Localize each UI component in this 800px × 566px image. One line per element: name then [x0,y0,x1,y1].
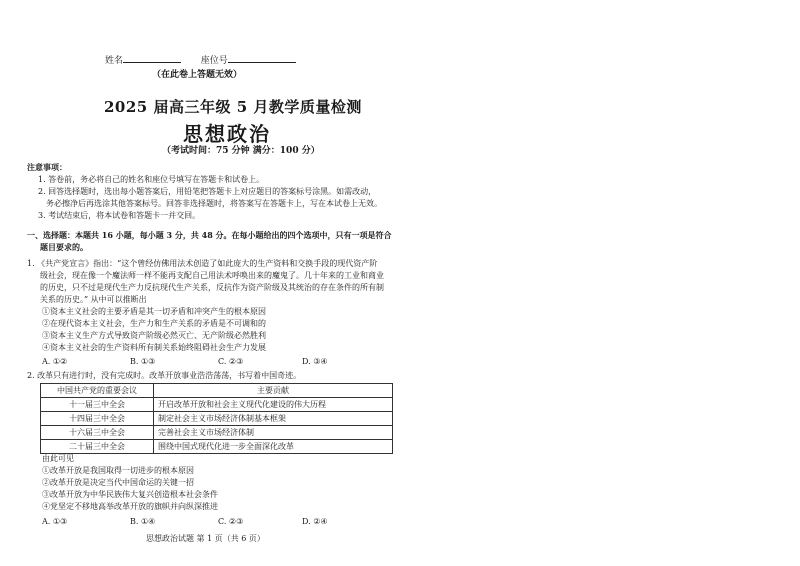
q1-statement-4: ④资本主义社会的生产资料所有制关系始终阻碍社会生产力发展 [42,343,266,352]
section1-instruction: 一、选择题：本题共 16 小题，每小题 3 分，共 48 分。在每小题给出的四个选项中，只有一项是符合 [27,230,392,240]
q1-stem-line1: 1. 《共产党宣言》指出：“这个曾经仿佛用法术创造了如此庞大的生产资料和交换手段的现代资产阶 [27,259,378,268]
q2-statement-1: ①改革开放是我国取得一切进步的根本原因 [42,466,194,475]
table-cell-contribution: 完善社会主义市场经济体制 [154,426,393,440]
q1-option-c: C. ②③ [218,357,244,366]
note-2-cont: 务必擦净后再选涂其他答案标号。回答非选择题时，将答案写在答题卡上，写在本试卷上无效。 [46,199,382,208]
table-cell-meeting: 十四届三中全会 [41,412,154,426]
table-row [41,426,393,440]
table-cell-meeting: 二十届三中全会 [41,440,154,454]
q2-statement-3: ③改革开放为中华民族伟大复兴创造根本社会条件 [42,490,218,499]
meetings-table [40,383,393,454]
time-info: （考试时间：75 分钟 满分：100 分） [162,146,320,156]
table-cell-meeting: 十一届三中全会 [41,398,154,412]
q2-option-c: C. ②③ [218,517,244,526]
section1-instruction-cont: 题目要求的。 [40,242,88,252]
q2-statement-4: ④党坚定不移地高举改革开放的旗帜并向纵深推进 [42,502,218,511]
q1-statement-1: ①资本主义社会的主要矛盾是其一切矛盾和冲突产生的根本原因 [42,307,266,316]
q1-stem-line2: 级社会，现在像一个魔法师一样不能再支配自己用法术呼唤出来的魔鬼了。几十年来的工业和商业 [40,271,384,280]
q2-stem: 2. 改革只有进行时，没有完成时。改革开放事业浩浩荡荡，书写着中国奇迹。 [27,371,302,380]
name-blank [123,53,181,63]
q1-statement-3: ③资本主义生产方式导致资产阶级必然灭亡、无产阶级必然胜利 [42,331,266,340]
table-cell-contribution: 开启改革开放和社会主义现代化建设的伟大历程 [154,398,393,412]
q1-statement-2: ②在现代资本主义社会，生产力和生产关系的矛盾是不可调和的 [42,319,266,328]
invalid-note: （在此卷上答题无效） [152,70,243,80]
subject-title: 思想政治 [183,122,271,146]
q1-option-d: D. ③④ [302,357,328,366]
name-field [105,53,296,67]
seat-blank [228,53,296,63]
table-row [41,412,393,426]
q2-lead: 由此可见 [42,454,74,463]
q2-option-d: D. ②④ [302,517,328,526]
table-cell-contribution: 围绕中国式现代化进一步全面深化改革 [154,440,393,454]
table-row [41,398,393,412]
q2-option-b: B. ①④ [130,517,156,526]
q1-option-b: B. ①③ [130,357,156,366]
page-footer: 思想政治试题 第 1 页（共 6 页） [146,534,265,543]
note-2: 2. 回答选择题时，选出每小题答案后，用铅笔把答题卡上对应题目的答案标号涂黑。如需改动， [38,187,377,196]
table-cell-meeting: 十六届三中全会 [41,426,154,440]
seat-label: 座位号 [200,56,228,66]
table-cell-contribution: 制定社会主义市场经济体制基本框架 [154,412,393,426]
q2-option-a: A. ①③ [42,517,68,526]
table-header-contribution: 主要贡献 [154,384,393,398]
table-header-meeting: 中国共产党的重要会议 [41,384,154,398]
q1-stem-line3: 的历史，只不过是现代生产力反抗现代生产关系，反抗作为资产阶级及其统治的存在条件的所有制 [40,283,384,292]
table-header-row [41,384,393,398]
q2-statement-2: ②改革开放是决定当代中国命运的关键一招 [42,478,194,487]
q1-option-a: A. ①② [42,357,68,366]
note-1: 1. 答卷前，务必将自己的姓名和座位号填写在答题卡和试卷上。 [38,175,265,184]
table-row [41,440,393,454]
exam-title: 2025 届高三年级 5 月教学质量检测 [104,98,362,116]
name-label: 姓名 [105,56,124,66]
q1-stem-line4: 关系的历史。” 从中可以推断出 [40,295,147,304]
note-3: 3. 考试结束后，将本试卷和答题卡一并交回。 [38,211,201,220]
notes-heading: 注意事项： [27,162,67,172]
